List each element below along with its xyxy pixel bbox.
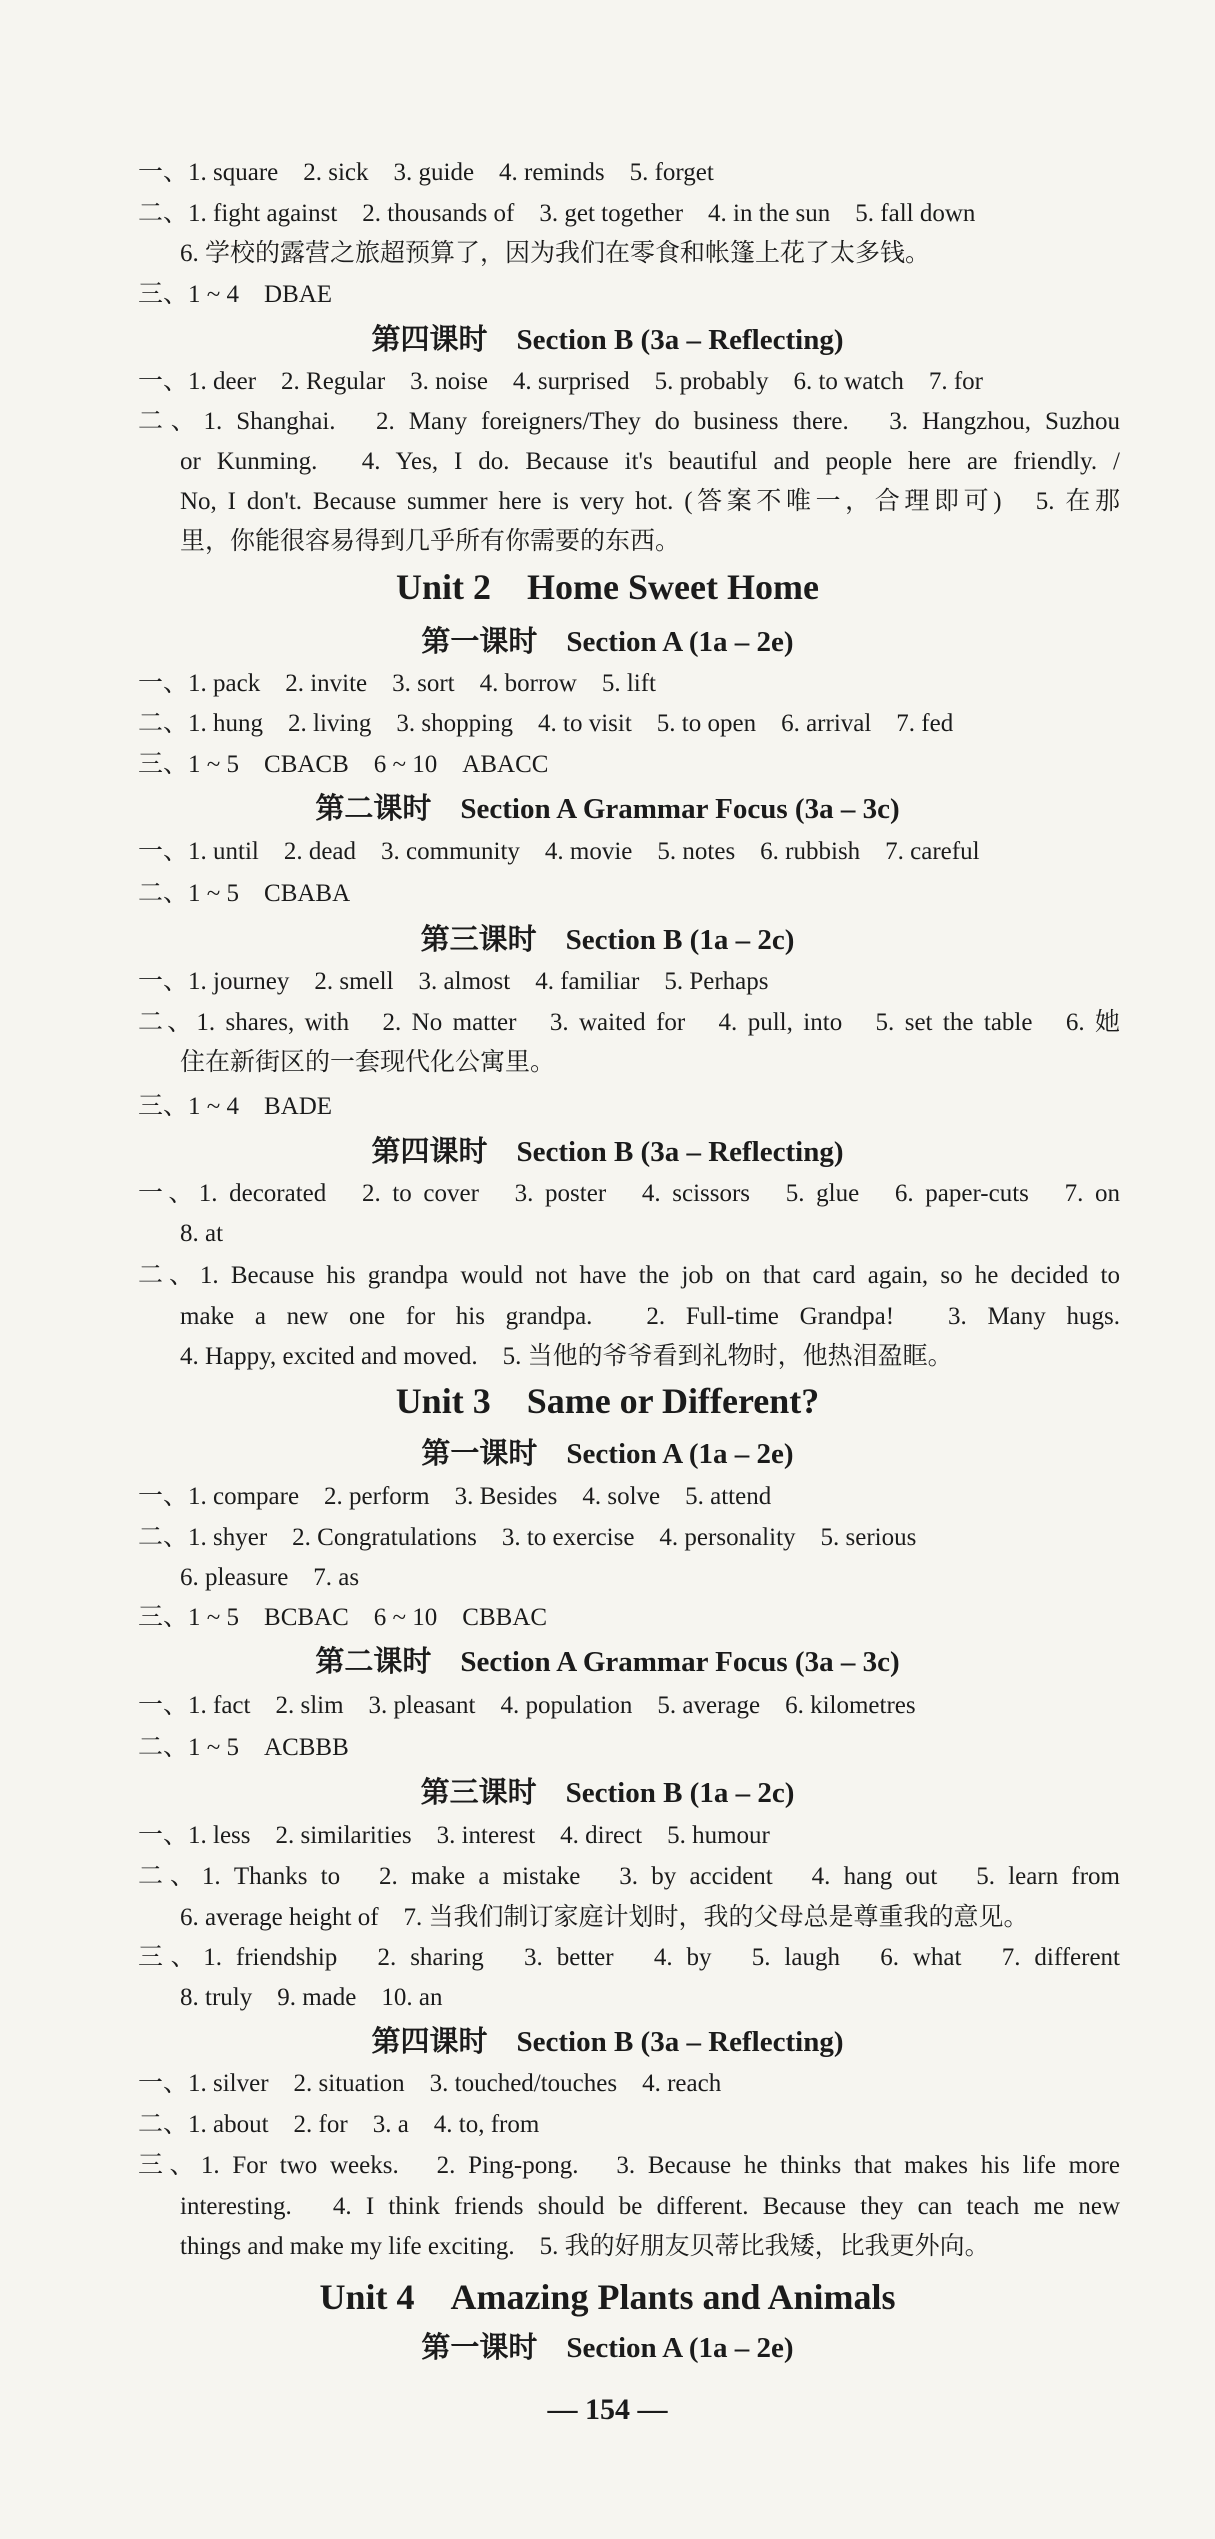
lesson-heading: 第二课时 Section A Grammar Focus (3a – 3c)	[315, 793, 900, 825]
answer-line: 二、1. hung 2. living 3. shopping 4. to visit 5. to open 6. arrival 7. fed	[138, 710, 954, 737]
answer-line: 6. pleasure 7. as	[180, 1564, 360, 1591]
lesson-heading: 第四课时 Section B (3a – Reflecting)	[371, 2026, 844, 2058]
lesson-heading: 第一课时 Section A (1a – 2e)	[421, 2332, 794, 2364]
lesson-heading: 第四课时 Section B (3a – Reflecting)	[371, 1136, 844, 1168]
answer-line: 8. at	[180, 1220, 224, 1247]
answer-line: 二、1. shares, with 2. No matter 3. waited for 4. pull, into 5. set the table 6. 她	[138, 1009, 1120, 1036]
answer-line: make a new one for his grandpa. 2. Full-time Grandpa! 3. Many hugs.	[180, 1303, 1120, 1330]
unit-title: Unit 3 Same or Different?	[395, 1381, 820, 1421]
unit-title: Unit 4 Amazing Plants and Animals	[319, 2277, 896, 2317]
answer-line: 6. average height of 7. 当我们制订家庭计划时，我的父母总是尊重我的意见。	[180, 1904, 1029, 1931]
answer-line: 一、1. fact 2. slim 3. pleasant 4. population 5. average 6. kilometres	[138, 1692, 916, 1719]
answer-line: 三、1. friendship 2. sharing 3. better 4. by 5. laugh 6. what 7. different	[138, 1944, 1120, 1971]
answer-line: 三、1 ~ 5 CBACB 6 ~ 10 ABACC	[138, 751, 549, 778]
answer-line: 三、1. For two weeks. 2. Ping-pong. 3. Because he thinks that makes his life more	[138, 2152, 1120, 2179]
lesson-heading: 第三课时 Section B (1a – 2c)	[420, 924, 795, 956]
answer-line: 二、1. fight against 2. thousands of 3. get together 4. in the sun 5. fall down	[138, 200, 976, 227]
answer-line: 一、1. pack 2. invite 3. sort 4. borrow 5. lift	[138, 670, 656, 697]
answer-line: 二、1 ~ 5 CBABA	[138, 880, 351, 907]
answer-line: No, I don't. Because summer here is very hot. (答案不唯一，合理即可) 5. 在那	[180, 488, 1120, 515]
answer-line: 8. truly 9. made 10. an	[180, 1984, 443, 2011]
answer-line: 三、1 ~ 4 DBAE	[138, 281, 333, 308]
answer-line: 二、1 ~ 5 ACBBB	[138, 1734, 349, 1761]
lesson-heading: 第三课时 Section B (1a – 2c)	[420, 1777, 795, 1809]
answer-line: 4. Happy, excited and moved. 5. 当他的爷爷看到礼物时，他热泪盈眶。	[180, 1343, 953, 1370]
answer-line: 里，你能很容易得到几乎所有你需要的东西。	[180, 528, 681, 555]
answer-line: 一、1. until 2. dead 3. community 4. movie 5. notes 6. rubbish 7. careful	[138, 838, 980, 865]
answer-line: 一、1. decorated 2. to cover 3. poster 4. scissors 5. glue 6. paper-cuts 7. on	[138, 1180, 1120, 1207]
answer-line: 一、1. journey 2. smell 3. almost 4. familiar 5. Perhaps	[138, 968, 769, 995]
lesson-heading: 第一课时 Section A (1a – 2e)	[421, 1438, 794, 1470]
unit-title: Unit 2 Home Sweet Home	[396, 567, 819, 607]
answer-line: interesting. 4. I think friends should be different. Because they can teach me new	[180, 2193, 1120, 2220]
answer-line: 住在新街区的一套现代化公寓里。	[180, 1049, 556, 1076]
answer-line: 一、1. silver 2. situation 3. touched/touches 4. reach	[138, 2070, 722, 2097]
page-number: — 154 —	[547, 2393, 668, 2426]
answer-line: 二、1. Thanks to 2. make a mistake 3. by accident 4. hang out 5. learn from	[138, 1863, 1120, 1890]
answer-line: 三、1 ~ 5 BCBAC 6 ~ 10 CBBAC	[138, 1604, 548, 1631]
answer-line: 二、1. Because his grandpa would not have the job on that card again, so he decided to	[138, 1262, 1120, 1289]
answer-line: 一、1. square 2. sick 3. guide 4. reminds 5. forget	[138, 159, 714, 186]
answer-line: 二、1. Shanghai. 2. Many foreigners/They do business there. 3. Hangzhou, Suzhou	[138, 408, 1120, 435]
answer-line: things and make my life exciting. 5. 我的好朋友贝蒂比我矮，比我更外向。	[180, 2233, 990, 2260]
lesson-heading: 第四课时 Section B (3a – Reflecting)	[371, 324, 844, 356]
answer-line: 一、1. less 2. similarities 3. interest 4. direct 5. humour	[138, 1822, 770, 1849]
answer-line: or Kunming. 4. Yes, I do. Because it's beautiful and people here are friendly. /	[180, 448, 1120, 475]
answer-line: 6. 学校的露营之旅超预算了，因为我们在零食和帐篷上花了太多钱。	[180, 240, 931, 267]
answer-line: 三、1 ~ 4 BADE	[138, 1093, 333, 1120]
answer-line: 一、1. deer 2. Regular 3. noise 4. surprised 5. probably 6. to watch 7. for	[138, 368, 983, 395]
lesson-heading: 第二课时 Section A Grammar Focus (3a – 3c)	[315, 1646, 900, 1678]
answer-line: 二、1. shyer 2. Congratulations 3. to exercise 4. personality 5. serious	[138, 1524, 917, 1551]
answer-line: 二、1. about 2. for 3. a 4. to, from	[138, 2111, 540, 2138]
lesson-heading: 第一课时 Section A (1a – 2e)	[421, 626, 794, 658]
answer-line: 一、1. compare 2. perform 3. Besides 4. solve 5. attend	[138, 1483, 772, 1510]
